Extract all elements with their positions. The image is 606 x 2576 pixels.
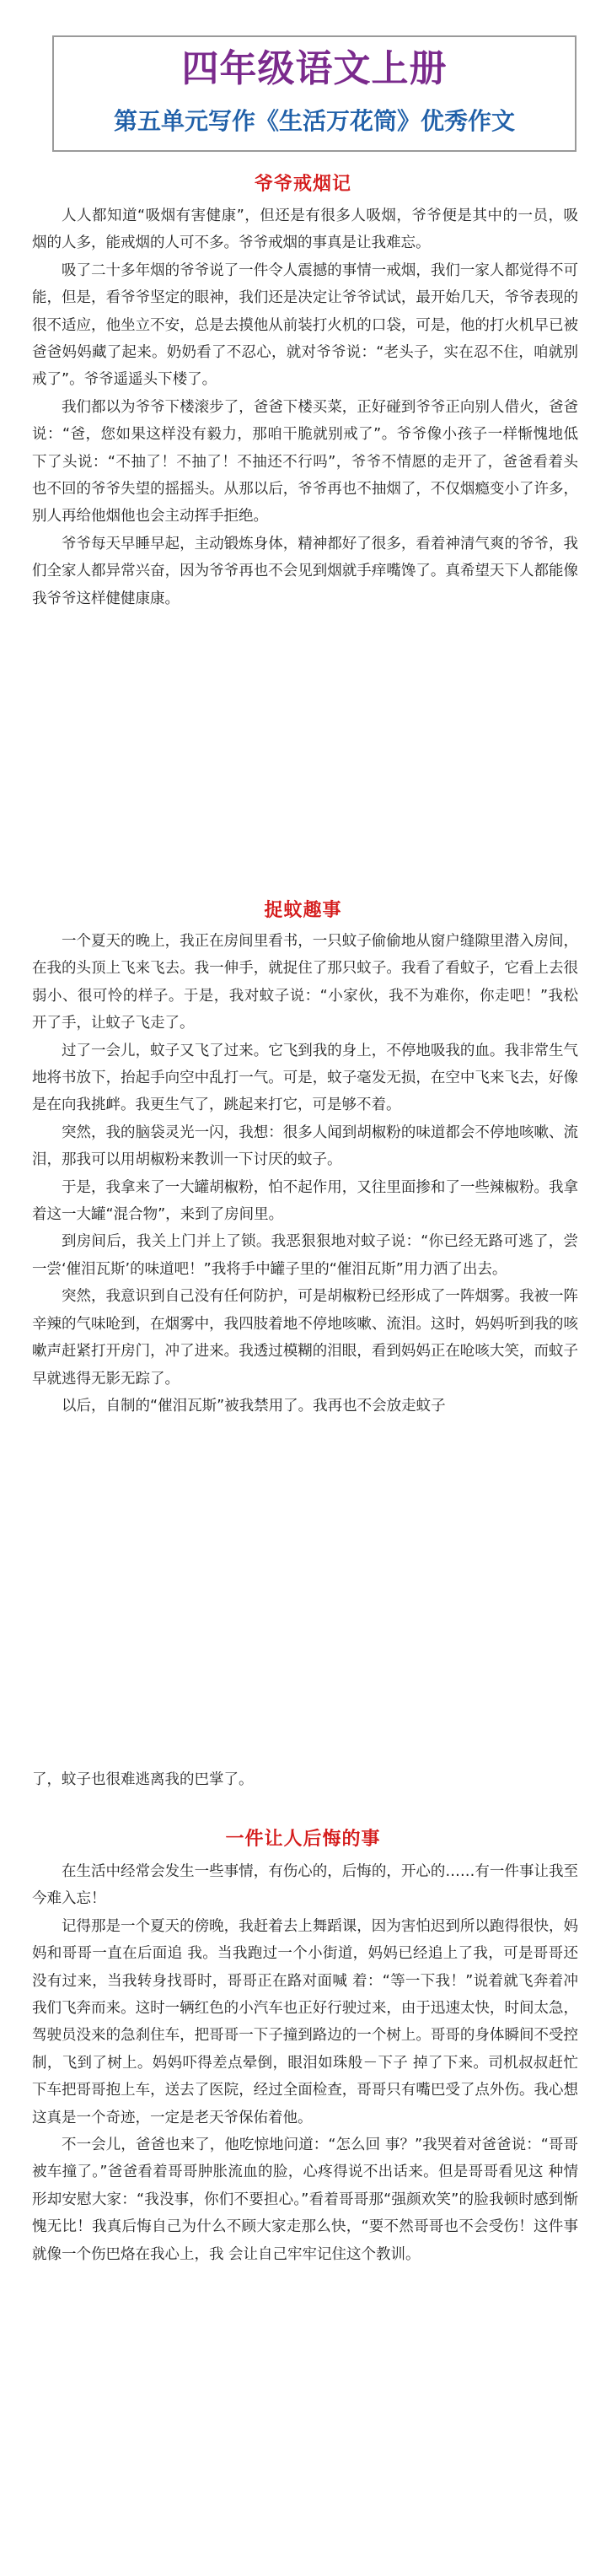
paragraph: 不一会儿，爸爸也来了，他吃惊地问道：“怎么回 事？”我哭着对爸爸说：“哥哥被车撞了。”爸爸看着哥哥肿胀流血的脸，心疼得说不出话来。但是哥哥看见这 种情形却安慰大家：“我没事，你们不要担心。”看着哥哥那“强颜欢笑”的脸我顿时感到惭愧无比！我真后悔自己为什么不顾大家走那么快，“要不然哥哥也不会受伤！这件事就像一个伤巴烙在我心上，我 会让自己牢牢记住这个教训。 <box>32 2137 578 2263</box>
paragraph: 一个夏天的晚上，我正在房间里看书，一只蚊子偷偷地从窗户缝隙里潜入房间，在我的头顶上飞来飞去。我一伸手，就捉住了那只蚊子。我看了看蚊子，它看上去很弱小、很可怜的样子。于是，我对蚊子说：“小家伙，我不为难你，你走吧！”我松开了手，让蚊子飞走了。 <box>32 933 578 1032</box>
paragraph: 记得那是一个夏天的傍晚，我赶着去上舞蹈课，因为害怕迟到所以跑得很快，妈妈和哥哥一直在后面追 我。当我跑过一个小街道，妈妈已经追上了我，可是哥哥还没有过来，当我转身找哥时，哥哥正在路对面喊 着：“等一下我！”说着就飞奔着冲我们飞奔而来。这时一辆红色的小汽车也正好行驶过来，由于迅速太快，时间太急，驾驶员没来的急刹住车，把哥哥一下子撞到路边的一个树上。哥哥的身体瞬间不受控制，飞到了树上。妈妈吓得差点晕倒，眼泪如珠般－下子 掉了下来。司机叔叔赶忙下车把哥哥抱上车，送去了医院，经过全面检查，哥哥只有嘴巴受了点外伤。我心想这真是一个奇迹，一定是老天爷保佑着他。 <box>32 1917 578 2126</box>
paragraph: 突然，我意识到自己没有任何防护，可是胡椒粉已经形成了一阵烟雾。我被一阵辛辣的气味呛到，在烟雾中，我四肢着地不停地咳嗽、流泪。这时，妈妈听到我的咳嗽声赶紧打开房门，冲了进来。我透过模糊的泪眼，看到妈妈正在呛咳大笑，而蚊子早就逃得无影无踪了。 <box>32 1288 578 1388</box>
paragraph: 爷爷每天早睡早起，主动锻炼身体，精神都好了很多，看着神清气爽的爷爷，我们全家人都异常兴奋，因为爷爷再也不会见到烟就手痒嘴馋了。真希望天下人都能像我爷爷这样健健康康。 <box>32 535 578 607</box>
page-title: 四年级语文上册 <box>181 47 448 90</box>
paragraph: 突然，我的脑袋灵光一闪，我想：很多人闻到胡椒粉的味道都会不停地咳嗽、流泪，那我可以用胡椒粉来教训一下讨厌的蚊子。 <box>32 1124 578 1169</box>
paragraph: 我们都以为爷爷下楼滚步了，爸爸下楼买菜，正好碰到爷爷正向别人借火，爸爸说：“爸，您如果这样没有毅力，那咱干脆就别戒了”。爷爷像小孩子一样惭愧地低下了头说：“不抽了！不抽了！不抽还不行吗”，爷爷不情愿的走开了，爸爸看着头也不回的爷爷失望的摇摇头。从那以后，爷爷再也不抽烟了，不仅烟瘾变小了许多，别人再给他烟他也会主动挥手拒绝。 <box>32 398 578 525</box>
essay-body <box>32 202 578 612</box>
paragraph: 于是，我拿来了一大罐胡椒粉，怕不起作用，又往里面掺和了一些辣椒粉。我拿着这一大罐“混合物”，来到了房间里。 <box>32 1178 578 1224</box>
paragraph: 人人都知道“吸烟有害健康”，但还是有很多人吸烟，爷爷便是其中的一员，吸烟的人多，能戒烟的人可不多。爷爷戒烟的事真是让我难忘。 <box>32 207 578 252</box>
essay-continuation <box>32 1766 578 1793</box>
paragraph: 吸了二十多年烟的爷爷说了一件令人震撼的事情一戒烟，我们一家人都觉得不可能，但是，看爷爷坚定的眼神，我们还是决定让爷爷试试，最开始几天，爷爷表现的很不适应，他坐立不安，总是去摸他从前装打火机的口袋，可是，他的打火机早已被爸爸妈妈藏了起来。奶奶看了不忍心，就对爷爷说：“老头子，实在忍不住，咱就别戒了”。爷爷遥遥头下楼了。 <box>32 261 578 389</box>
page-subtitle: 第五单元写作《生活万花筒》优秀作文 <box>113 107 515 135</box>
paragraph: 过了一会儿，蚊子又飞了过来。它飞到我的身上，不停地吸我的血。我非常生气地将书放下，抬起手向空中乱打一气。可是，蚊子毫发无损，在空中飞来飞去，好像是在向我挑衅。我更生气了，跳起来打它，可是够不着。 <box>32 1042 578 1114</box>
paragraph: 在生活中经常会发生一些事情，有伤心的，后悔的，开心的……有一件事让我至今难入忘！ <box>32 1863 578 1908</box>
essay-body <box>32 1858 578 2268</box>
paragraph: 到房间后，我关上门并上了锁。我恶狠狠地对蚊子说：“你已经无路可逃了，尝一尝‘催泪瓦斯’的味道吧！”我将手中罐子里的“催泪瓦斯”用力洒了出去。 <box>32 1233 578 1278</box>
paragraph-continuation: 了，蚊子也很难逃离我的巴掌了。 <box>32 1771 254 1788</box>
header-box <box>52 35 577 152</box>
essay-body <box>32 928 578 1420</box>
essay-title: 一件让人后悔的事 <box>225 1828 381 1850</box>
essay-title: 捉蚊趣事 <box>264 899 342 921</box>
essay-title: 爷爷戒烟记 <box>254 173 351 195</box>
paragraph: 以后，自制的“催泪瓦斯”被我禁用了。我再也不会放走蚊子 <box>62 1397 446 1415</box>
